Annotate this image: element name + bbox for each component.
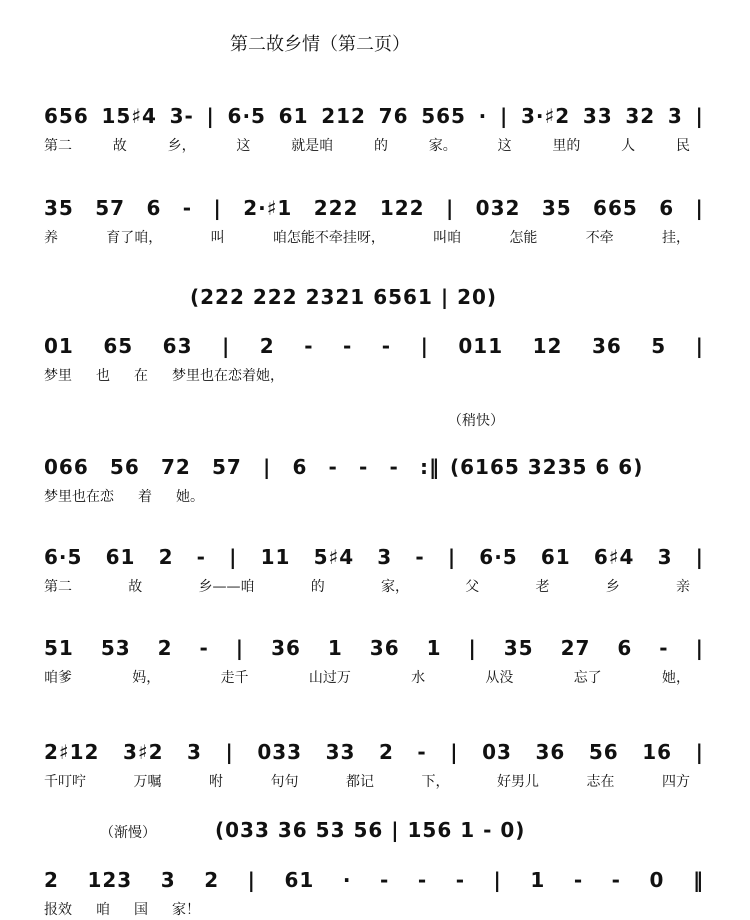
lyric: 句句: [270, 774, 299, 790]
note-group: ·: [478, 104, 488, 128]
score-line: [0, 740, 750, 790]
lyric: 不牵: [585, 230, 614, 246]
note-group: 2: [204, 868, 220, 892]
note-group: 35: [503, 636, 534, 660]
note-group: 36: [369, 636, 400, 660]
note-group: 033: [257, 740, 303, 764]
note-group: 36: [535, 740, 566, 764]
lyric: 的: [310, 579, 325, 595]
note-group: 51: [44, 636, 74, 660]
note-group: |: [695, 334, 704, 358]
note-group: 61: [284, 868, 315, 892]
note-group: 011: [458, 334, 504, 358]
note-group: 3♯2: [122, 740, 164, 764]
note-group: |: [695, 740, 704, 764]
lyric: 妈，: [132, 670, 161, 686]
lyric: 下，: [421, 774, 450, 790]
lyric: 第二: [44, 579, 72, 595]
lyric: 这: [236, 138, 251, 154]
note-group: 6: [292, 455, 308, 479]
note-group: 2♯12: [44, 740, 100, 764]
note-group: -: [182, 196, 193, 220]
note-group: 2: [259, 334, 275, 358]
lyric: 她，: [661, 670, 690, 686]
lyric: 叫咱: [433, 230, 462, 246]
note-group: :‖: [420, 455, 440, 479]
note-group: 032: [475, 196, 521, 220]
lyric: 民: [675, 138, 690, 154]
note-group: 57: [95, 196, 126, 220]
note-group: 122: [379, 196, 425, 220]
lyrics-row: [44, 575, 690, 597]
score-line: [0, 636, 750, 686]
note-group: -: [381, 334, 392, 358]
lyric: 也: [96, 368, 110, 384]
note-group: -: [199, 636, 209, 660]
note-group: -: [342, 334, 353, 358]
note-group: 36: [591, 334, 622, 358]
note-group: 32: [625, 104, 656, 128]
note-group: 56: [109, 455, 140, 479]
note-group: |: [695, 636, 704, 660]
lyric: 咱怎能不牵挂呀，: [272, 230, 385, 246]
note-group: 222: [313, 196, 359, 220]
lyric: 山过万: [308, 670, 351, 686]
note-group: 6♯4: [593, 545, 635, 569]
score-line: [0, 104, 750, 154]
note-group: |: [445, 196, 455, 220]
lyric: 家。: [428, 138, 457, 154]
notation-row: [44, 545, 704, 569]
note-group: 61: [540, 545, 571, 569]
lyric: 梦里: [44, 368, 72, 384]
note-group: |: [450, 740, 459, 764]
note-group: 5♯4: [313, 545, 355, 569]
score-line: [0, 868, 750, 918]
lyric: 她。: [176, 489, 204, 505]
note-group: -: [380, 868, 390, 892]
note-group: 53: [100, 636, 131, 660]
lyric: 忘了: [573, 670, 602, 686]
note-group: -: [389, 455, 399, 479]
note-group: 6: [617, 636, 633, 660]
note-group: 5: [651, 334, 667, 358]
note-group: 27: [560, 636, 591, 660]
lyric: 养: [44, 230, 58, 246]
lyric: 挂，: [661, 230, 690, 246]
note-group: |: [235, 636, 245, 660]
note-group: 03: [482, 740, 512, 764]
note-group: 3·♯2: [521, 104, 571, 128]
lyrics-row: [44, 134, 690, 156]
note-group: 6: [146, 196, 162, 220]
note-group: 656: [44, 104, 89, 128]
lyric: 万嘱: [133, 774, 162, 790]
note-group: -: [417, 740, 427, 764]
note-group: 36: [271, 636, 301, 660]
lyric: 叫: [210, 230, 225, 246]
note-group: 123: [87, 868, 133, 892]
lyric: 第二: [44, 138, 72, 154]
note-group: 2·♯1: [243, 196, 293, 220]
note-group: 33: [325, 740, 356, 764]
notation-row: [44, 334, 704, 358]
note-group: 2: [157, 636, 173, 660]
notation-row: [44, 455, 440, 479]
lyrics-row: [44, 364, 690, 386]
lyrics-row: [44, 898, 690, 920]
lyric: 乡——咱: [198, 579, 255, 595]
note-group: |: [225, 740, 234, 764]
lyric: 里的: [552, 138, 581, 154]
note-group: 3: [187, 740, 202, 764]
note-group: |: [221, 334, 231, 358]
lyric: 故: [128, 579, 143, 595]
lyric: 着: [138, 489, 152, 505]
note-group: 61: [278, 104, 309, 128]
lyric: 就是咱: [291, 138, 334, 154]
note-group: 15♯4: [101, 104, 157, 128]
note-group: |: [499, 104, 509, 128]
note-group: -: [573, 868, 584, 892]
note-group: |: [420, 334, 429, 358]
lyric: 国: [134, 902, 148, 918]
note-group: 72: [160, 455, 191, 479]
lyric: 亲: [676, 579, 690, 595]
lyric: 报效: [44, 902, 72, 918]
note-group: ·: [342, 868, 352, 892]
note-group: |: [695, 545, 704, 569]
note-group: 35: [541, 196, 572, 220]
lyric: 乡，: [167, 138, 196, 154]
lyric: 的: [373, 138, 388, 154]
note-group: 3: [667, 104, 683, 128]
note-group: 1: [530, 868, 546, 892]
note-group: -: [659, 636, 669, 660]
note-group: |: [493, 868, 502, 892]
note-group: 57: [211, 455, 242, 479]
note-group: -: [328, 455, 338, 479]
interlude-3: (033 36 53 56 | 156 1 - 0): [215, 818, 526, 842]
lyric: 家！: [172, 902, 200, 918]
note-group: 6: [659, 196, 675, 220]
lyric: 故: [112, 138, 127, 154]
lyric: 怎能: [509, 230, 538, 246]
note-group: 665: [593, 196, 638, 220]
lyric: 四方: [662, 774, 690, 790]
note-group: 12: [532, 334, 563, 358]
note-group: 01: [44, 334, 74, 358]
lyric: 咐: [209, 774, 223, 790]
note-group: 3: [377, 545, 393, 569]
lyrics-row: [44, 226, 690, 248]
note-group: 3: [657, 545, 673, 569]
lyric: 梦里也在恋着她，: [172, 368, 284, 384]
note-group: 3: [160, 868, 176, 892]
notation-row: [44, 104, 704, 128]
lyric: 走千: [220, 670, 249, 686]
note-group: 61: [105, 545, 136, 569]
lyrics-row: [44, 770, 690, 792]
note-group: |: [206, 104, 215, 128]
note-group: 2: [44, 868, 59, 892]
lyric: 梦里也在恋: [44, 489, 114, 505]
note-group: 0: [649, 868, 665, 892]
note-group: 63: [162, 334, 193, 358]
note-group: 2: [378, 740, 394, 764]
lyric: 水: [411, 670, 426, 686]
tempo-marking-faster: （稍快）: [448, 413, 504, 429]
interlude-2: (6165 3235 6 6): [450, 455, 644, 479]
notation-row: [44, 636, 704, 660]
lyric: 家，: [381, 579, 409, 595]
lyrics-row: [44, 666, 690, 688]
score-line: [0, 545, 750, 595]
note-group: |: [247, 868, 256, 892]
lyric: 咱: [96, 902, 110, 918]
lyric: 志在: [586, 774, 615, 790]
page-title: 第二故乡情（第二页）: [230, 34, 410, 55]
notation-row: [44, 196, 704, 220]
note-group: 6·5: [479, 545, 518, 569]
note-group: 212: [321, 104, 366, 128]
note-group: 65: [103, 334, 134, 358]
note-group: |: [447, 545, 457, 569]
note-group: 565: [421, 104, 466, 128]
note-group: 35: [44, 196, 74, 220]
note-group: 3-: [169, 104, 194, 128]
note-group: |: [468, 636, 477, 660]
lyric: 老: [535, 579, 550, 595]
score-line: [0, 196, 750, 246]
note-group: -: [304, 334, 314, 358]
note-group: -: [611, 868, 621, 892]
lyric: 育了咱，: [106, 230, 163, 246]
lyric: 千叮咛: [44, 774, 86, 790]
note-group: 2: [158, 545, 174, 569]
note-group: -: [359, 455, 369, 479]
note-group: -: [455, 868, 465, 892]
lyric: 都记: [346, 774, 374, 790]
note-group: -: [196, 545, 206, 569]
note-group: |: [695, 104, 704, 128]
tempo-marking-slower: （渐慢）: [100, 825, 156, 841]
score-line: [0, 334, 750, 384]
lyric: 父: [465, 579, 480, 595]
note-group: |: [213, 196, 222, 220]
interlude-1: (222 222 2321 6561 | 20): [190, 285, 498, 309]
lyric: 在: [134, 368, 148, 384]
note-group: 11: [260, 545, 291, 569]
note-group: |: [262, 455, 272, 479]
notation-row: [44, 868, 704, 892]
note-group: 33: [582, 104, 613, 128]
note-group: 76: [378, 104, 409, 128]
lyric: 从没: [485, 670, 514, 686]
note-group: 1: [327, 636, 343, 660]
note-group: -: [417, 868, 428, 892]
lyric: 好男儿: [497, 774, 539, 790]
note-group: |: [695, 196, 704, 220]
note-group: |: [229, 545, 238, 569]
note-group: -: [415, 545, 425, 569]
lyric: 人: [621, 138, 636, 154]
note-group: 1: [426, 636, 442, 660]
notation-row: [44, 740, 704, 764]
note-group: 16: [642, 740, 673, 764]
lyrics-row: [44, 485, 690, 507]
note-group: 066: [44, 455, 89, 479]
note-group: ‖: [692, 868, 704, 892]
lyric: 这: [497, 138, 512, 154]
note-group: 6·5: [44, 545, 83, 569]
note-group: 6·5: [227, 104, 266, 128]
lyric: 咱爹: [44, 670, 72, 686]
note-group: 56: [588, 740, 619, 764]
lyric: 乡: [605, 579, 620, 595]
